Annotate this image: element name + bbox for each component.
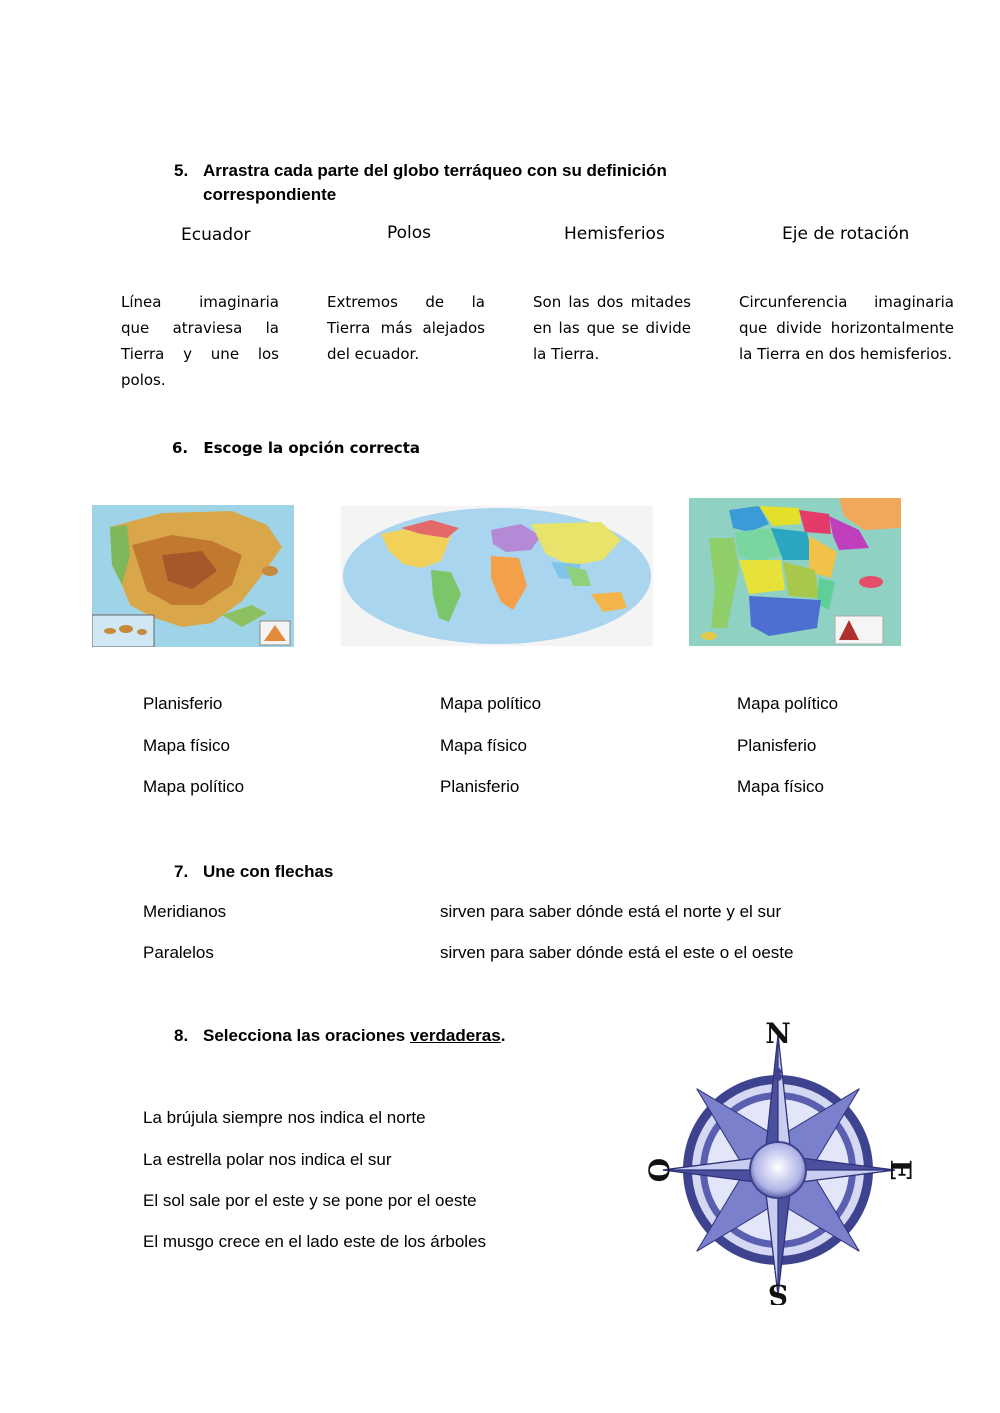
compass-east-label: E — [884, 1159, 917, 1181]
match-right-1[interactable]: sirven para saber dónde está el norte y el sur — [440, 902, 782, 921]
match-left-meridianos[interactable]: Meridianos — [143, 902, 227, 921]
q6-number: 6. — [172, 439, 189, 457]
match-left-paralelos[interactable]: Paralelos — [143, 943, 214, 962]
option-col1-1[interactable]: Planisferio — [143, 694, 223, 713]
statement-2[interactable]: La estrella polar nos indica el sur — [143, 1150, 392, 1169]
term-ecuador[interactable]: Ecuador — [181, 225, 251, 245]
definition-4[interactable]: Circunferencia imaginaria que divide horizontalmente la Tierra en dos hemisferios. — [739, 293, 954, 363]
option-col1-3[interactable]: Mapa político — [143, 777, 245, 796]
option-col2-2[interactable]: Mapa físico — [440, 736, 527, 755]
term-polos[interactable]: Polos — [387, 223, 432, 243]
term-hemisferios[interactable]: Hemisferios — [564, 224, 665, 244]
statement-1[interactable]: La brújula siempre nos indica el norte — [143, 1108, 426, 1127]
world-map-image — [341, 506, 653, 646]
q7-number: 7. — [174, 862, 189, 881]
q6-title — [172, 439, 420, 457]
option-col3-1[interactable]: Mapa político — [737, 694, 839, 713]
compass-rose-icon — [645, 1015, 920, 1305]
option-col3-2[interactable]: Planisferio — [737, 736, 817, 755]
option-col3-3[interactable]: Mapa físico — [737, 777, 824, 796]
q5-number: 5. — [174, 161, 189, 180]
q5-title-line2: correspondiente — [203, 185, 337, 204]
political-map-image — [689, 498, 901, 646]
definition-3[interactable]: Son las dos mitades en las que se divide la Tierra. — [533, 293, 691, 363]
q8-title-suffix: . — [500, 1026, 506, 1045]
option-col1-2[interactable]: Mapa físico — [143, 736, 230, 755]
compass-north-label: N — [765, 1017, 791, 1050]
option-col2-3[interactable]: Planisferio — [440, 777, 520, 796]
term-eje-rotacion[interactable]: Eje de rotación — [782, 224, 910, 244]
compass-south-label: S — [767, 1278, 789, 1305]
compass-west-label: O — [645, 1157, 676, 1183]
statement-3[interactable]: El sol sale por el este y se pone por el oeste — [143, 1191, 477, 1210]
definition-1[interactable]: Línea imaginaria que atraviesa la Tierra y une los polos. — [121, 293, 279, 389]
statement-4[interactable]: El musgo crece en el lado este de los árboles — [143, 1232, 487, 1251]
q8-number: 8. — [174, 1026, 189, 1045]
q5-title-line1: Arrastra cada parte del globo terráqueo con su definición — [203, 161, 667, 180]
q7-title-text: Une con flechas — [203, 862, 334, 881]
q8-title-prefix: Selecciona las oraciones — [203, 1026, 410, 1045]
match-right-2[interactable]: sirven para saber dónde está el este o el oeste — [440, 943, 794, 962]
q6-title-text: Escoge la opción correcta — [203, 439, 420, 457]
q8-title-underlined: verdaderas — [409, 1026, 501, 1045]
physical-map-image — [92, 505, 294, 647]
option-col2-1[interactable]: Mapa político — [440, 694, 542, 713]
definition-2[interactable]: Extremos de la Tierra más alejados del ecuador. — [327, 293, 485, 363]
